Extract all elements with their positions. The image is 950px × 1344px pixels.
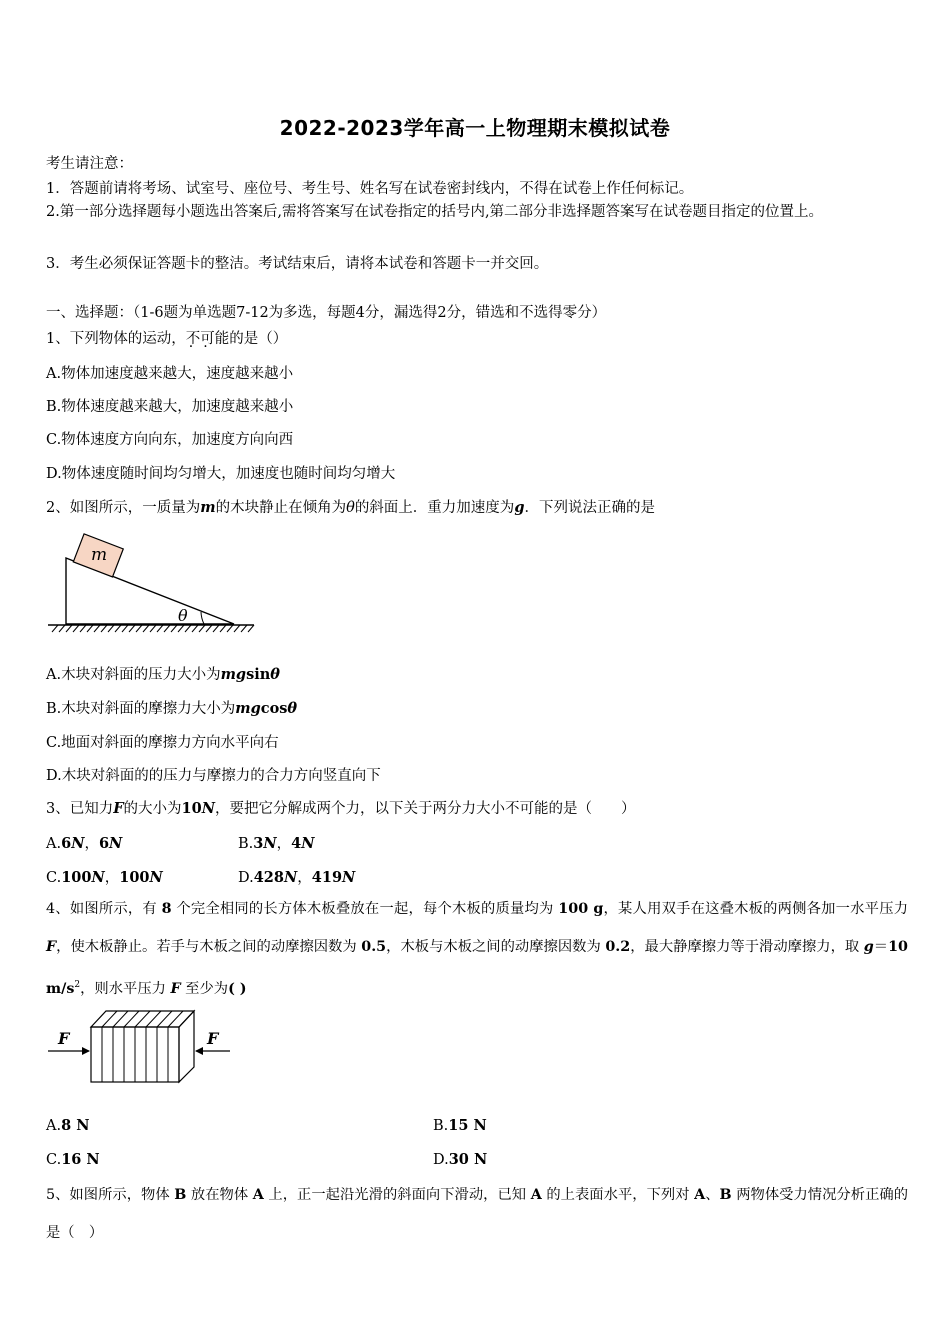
question-5-stem (46, 1176, 908, 1252)
q4-superscript: 2 (74, 980, 81, 990)
q4-d-value: 30 N (448, 1151, 488, 1168)
q4-mu1: 0.5 (361, 939, 387, 955)
q3-c-sep: ， (104, 870, 120, 886)
q5-body-b-2: B (719, 1187, 732, 1203)
q1-option-b: B.物体速度越来越大，加速度越来越小 (46, 399, 294, 415)
q1-stem-a: 1、下列物体的运动， (46, 331, 186, 347)
q4-mu2: 0.2 (605, 939, 631, 955)
q3-c-u1: N (91, 869, 105, 886)
q4-option-d (433, 1151, 487, 1168)
q4-p3: ，某人用双手在这叠木板的两侧各加一水平压力 (603, 901, 908, 917)
q3-a-sep: ， (84, 836, 99, 852)
q5-body-a-2: A (530, 1187, 542, 1203)
q2-option-b (46, 697, 297, 718)
notice-item-1: 1．答题前请将考场、试室号、座位号、考生号、姓名写在试卷密封线内，不得在试卷上作任何标记。 (46, 181, 694, 197)
q2-option-a (46, 663, 280, 684)
q3-unit: N (201, 800, 215, 817)
q5-body-a-3: A (694, 1187, 706, 1203)
q2-option-a-mg: mg (220, 666, 247, 683)
q1-option-d: D.物体速度随时间均匀增大，加速度也随时间均匀增大 (46, 466, 396, 482)
q4-a-value: 8 N (61, 1117, 90, 1134)
q4-option-a (46, 1117, 90, 1134)
q5-body-b: B (174, 1187, 187, 1203)
q2-angle-symbol: θ (346, 500, 355, 516)
q3-a-v1: 6 (61, 835, 72, 852)
q4-d-label: D. (433, 1152, 449, 1168)
question-2-stem (46, 496, 655, 517)
notice-item-3: 3．考生必须保证答题卡的整洁。考试结束后，请将本试卷和答题卡一并交回。 (46, 256, 549, 272)
plate-dividers (102, 1011, 183, 1082)
q2-mass-symbol: m (200, 499, 216, 516)
q3-c-v2: 100 (119, 869, 150, 886)
ground-hatch (52, 625, 254, 632)
left-force-label: F (58, 1029, 70, 1048)
q2-stem-a: 2、如图所示，一质量为 (46, 500, 201, 516)
q3-force-symbol: F (113, 800, 124, 817)
q5-body-a: A (252, 1187, 264, 1203)
q3-d-label: D. (238, 870, 254, 886)
question-3-stem (46, 797, 635, 818)
q5-p2: 放在物体 (186, 1187, 253, 1203)
q4-force-symbol: F (46, 939, 57, 955)
q3-b-u1: N (263, 835, 277, 852)
angle-arc (201, 612, 204, 624)
incline-figure (44, 528, 259, 636)
q4-c-value: 16 N (61, 1151, 100, 1168)
q2-option-a-sin: sin (246, 666, 271, 683)
q4-a-label: A. (46, 1118, 62, 1134)
q2-option-b-theta: θ (287, 700, 298, 717)
q5-p5: 、 (705, 1187, 720, 1203)
q2-stem-b: 的木块静止在倾角为 (215, 500, 347, 516)
plates-side-face (179, 1011, 194, 1082)
q4-count: 8 (161, 901, 172, 917)
q3-b-u2: N (301, 835, 315, 852)
q3-b-sep: ， (276, 836, 292, 852)
q5-p3: 上，正一起沿光滑的斜面向下滑动，已知 (263, 1187, 531, 1203)
q3-d-u1: N (284, 869, 298, 886)
q3-stem-a: 3、已知力 (46, 801, 114, 817)
q5-p6: 两物体受力情况分析正确的是（ ） (46, 1187, 909, 1241)
notice-item-2: 2.第一部分选择题每小题选出答案后,需将答案写在试卷指定的括号内,第二部分非选择题答案写在试卷题目指定的位置上。 (46, 204, 824, 220)
q3-option-c (46, 866, 163, 887)
q3-c-label: C. (46, 870, 62, 886)
q3-a-u2: N (109, 835, 123, 852)
q4-b-value: 15 N (448, 1117, 487, 1134)
q3-d-v1: 428 (253, 869, 284, 886)
q4-b-label: B. (433, 1118, 449, 1134)
q4-p6: ，最大静摩擦力等于滑动摩擦力，取 (630, 939, 864, 955)
question-1-stem (46, 327, 287, 348)
block-label: m (91, 545, 108, 565)
right-force-label: F (207, 1029, 219, 1048)
q4-paren: ( ) (228, 980, 247, 997)
left-arrow-head (82, 1047, 90, 1055)
q1-emph-1: 不 (185, 331, 201, 347)
q3-d-sep: ， (297, 870, 312, 886)
q3-option-b (238, 832, 314, 853)
q4-force-symbol-2: F (170, 980, 181, 997)
q4-p9: 至少为 (180, 980, 229, 997)
q2-stem-c: 的斜面上．重力加速度为 (354, 500, 515, 516)
q4-p5: ，木板与木板之间的动摩擦因数为 (386, 939, 606, 955)
q4-p8: ，则水平压力 (80, 980, 171, 997)
q2-g-symbol: g (514, 499, 525, 516)
q3-a-v2: 6 (98, 835, 110, 852)
q3-a-label: A. (46, 836, 62, 852)
q4-p4: ，使木板静止。若手与木板之间的动摩擦因数为 (56, 939, 362, 955)
q4-option-c (46, 1151, 100, 1168)
q4-p2: 个完全相同的长方体木板叠放在一起，每个木板的质量均为 (171, 901, 559, 917)
q3-b-label: B. (238, 836, 254, 852)
q5-p1: 5、如图所示，物体 (46, 1187, 175, 1203)
q2-stem-d: ．下列说法正确的是 (524, 500, 655, 516)
q3-d-v2: 419 (311, 869, 343, 886)
q3-c-v1: 100 (61, 869, 92, 886)
q3-option-a (46, 832, 122, 853)
q4-g-value: 10 m/s (46, 939, 909, 997)
q4-c-label: C. (46, 1152, 62, 1168)
q3-a-u1: N (71, 835, 85, 852)
q1-stem-b: 能的是（） (214, 331, 288, 347)
q3-b-v2: 4 (291, 835, 302, 852)
q1-option-c: C.物体速度方向向东，加速度方向向西 (46, 432, 294, 448)
q2-option-b-mg: mg (235, 700, 261, 717)
q2-option-c: C.地面对斜面的摩擦力方向水平向右 (46, 735, 279, 751)
q4-mass: 100 g (558, 901, 604, 917)
q4-p1: 4、如图所示，有 (46, 901, 162, 917)
page-title: 2022-2023学年高一上物理期末模拟试卷 (279, 116, 671, 140)
question-4-stem (46, 890, 908, 1008)
q3-c-u2: N (149, 869, 163, 886)
notice-heading: 考生请注意： (46, 156, 133, 172)
q3-stem-c: ，要把它分解成两个力，以下关于两分力大小不可能的是（ ） (214, 801, 636, 817)
q4-g-symbol: g (863, 939, 874, 955)
right-arrow-head (195, 1047, 203, 1055)
q3-force-value: 10 (181, 800, 202, 817)
plates-figure (44, 1005, 234, 1087)
q4-equals: ＝ (873, 939, 889, 955)
q2-option-a-text: A.木块对斜面的压力大小为 (46, 667, 221, 683)
q2-option-b-text: B.木块对斜面的摩擦力大小为 (46, 701, 236, 717)
q3-option-d (238, 866, 355, 887)
q2-option-d: D.木块对斜面的的压力与摩擦力的合力方向竖直向下 (46, 768, 381, 784)
q5-p4: 的上表面水平，下列对 (541, 1187, 695, 1203)
section-heading: 一、选择题：（1-6题为单选题7-12为多选，每题4分，漏选得2分，错选和不选得零分） (46, 305, 607, 321)
q1-emph-2: 可 (200, 331, 215, 347)
q3-stem-b: 的大小为 (123, 801, 182, 817)
q3-d-u2: N (342, 869, 356, 886)
q2-option-a-theta: θ (270, 666, 280, 683)
q3-b-v1: 3 (253, 835, 264, 852)
q1-option-a: A.物体加速度越来越大，速度越来越小 (46, 366, 294, 382)
q2-option-b-cos: cos (260, 700, 288, 717)
angle-label: θ (178, 606, 188, 625)
q4-option-b (433, 1117, 487, 1134)
